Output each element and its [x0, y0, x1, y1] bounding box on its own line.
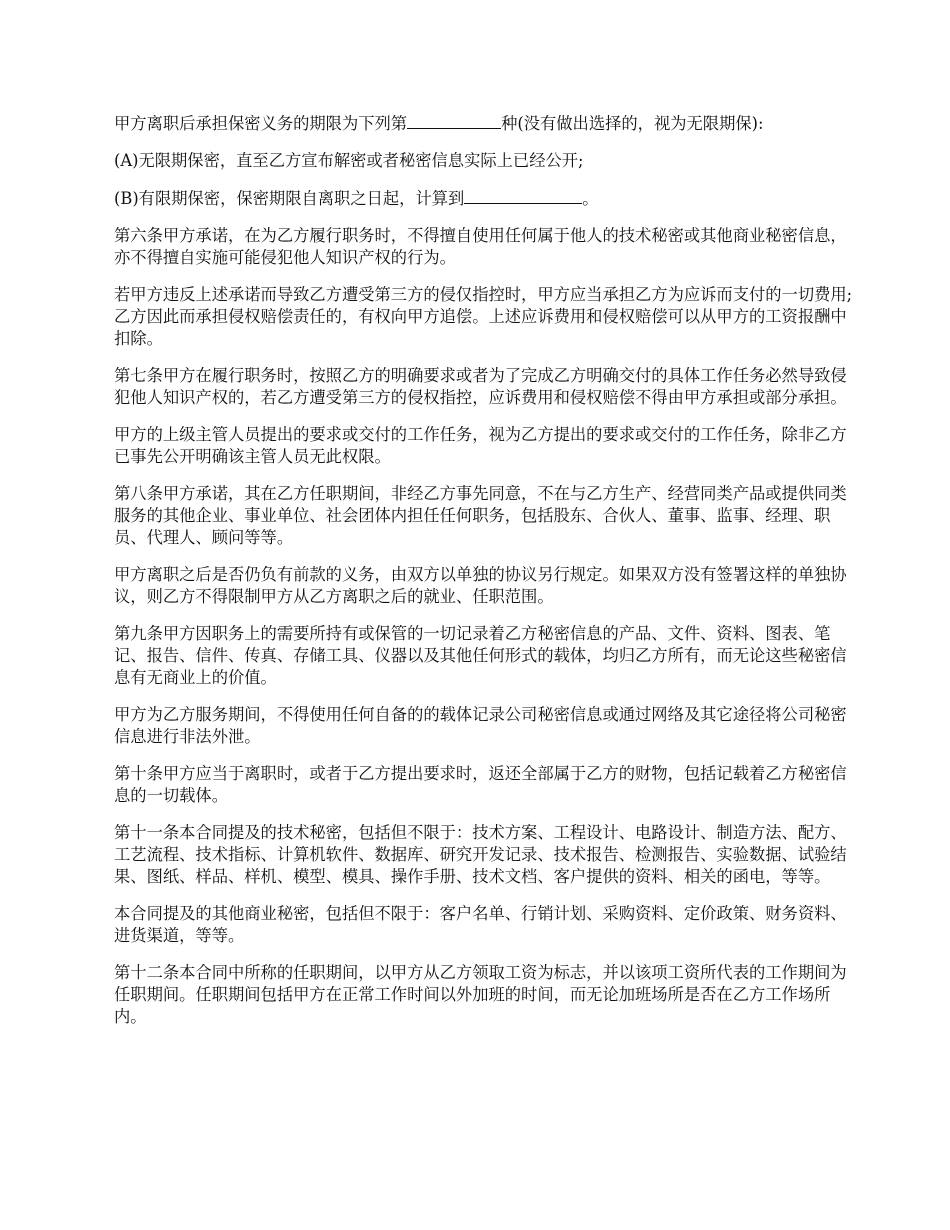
paragraph-article-9-records: 甲方为乙方服务期间，不得使用任何自备的的载体记录公司秘密信息或通过网络及其它途径将公司秘密信息进行非法外泄。 — [114, 705, 847, 746]
term-line-prefix: 甲方离职后承担保密义务的期限为下列第 — [114, 114, 408, 133]
option-a: (A)无限期保密，直至乙方宣布解密或者秘密信息实际上已经公开; — [114, 151, 584, 170]
paragraph-article-7: 第七条甲方在履行职务时，按照乙方的明确要求或者为了完成乙方明确交付的具体工作任务必然导致侵犯他人知识产权的，若乙方遭受第三方的侵权指控，应诉费用和侵权赔偿不得由甲方承担或部分承担。 — [114, 366, 847, 407]
paragraph-article-8: 第八条甲方承诺，其在乙方任职期间，非经乙方事先同意，不在与乙方生产、经营同类产品或提供同类服务的其他企业、事业单位、社会团体内担任任何职务，包括股东、合伙人、董事、监事、经理、职员、代理人、顾问等等。 — [114, 484, 847, 547]
paragraph-article-12: 第十二条本合同中所称的任职期间，以甲方从乙方领取工资为标志，并以该项工资所代表的工作期间为任职期间。任职期间包括甲方在正常工作时间以外加班的时间，而无论加班场所是否在乙方工作场所内。 — [114, 963, 847, 1026]
paragraph-article-8-post-employment: 甲方离职之后是否仍负有前款的义务，由双方以单独的协议另行规定。如果双方没有签署这样的单独协议，则乙方不得限制甲方从乙方离职之后的就业、任职范围。 — [114, 565, 847, 606]
term-line-suffix: 种(没有做出选择的，视为无限期保): — [501, 114, 764, 133]
paragraph-article-7-supervisor: 甲方的上级主管人员提出的要求或交付的工作任务，视为乙方提出的要求或交付的工作任务，除非乙方已事先公开明确该主管人员无此权限。 — [114, 425, 847, 466]
option-b-prefix: (B)有限期保密，保密期限自离职之日起，计算到 — [114, 189, 465, 208]
paragraph-article-11-business-secrets: 本合同提及的其他商业秘密，包括但不限于：客户名单、行销计划、采购资料、定价政策、财务资料、进货渠道，等等。 — [114, 904, 847, 945]
option-b-suffix: 。 — [582, 189, 599, 208]
option-b — [114, 187, 854, 210]
paragraph-article-10: 第十条甲方应当于离职时，或者于乙方提出要求时，返还全部属于乙方的财物，包括记载着乙方秘密信息的一切载体。 — [114, 764, 847, 805]
confidentiality-term-line — [114, 112, 854, 135]
term-choice-blank — [407, 112, 501, 129]
term-end-date-blank — [464, 187, 582, 204]
paragraph-article-6: 第六条甲方承诺，在为乙方履行职务时，不得擅自使用任何属于他人的技术秘密或其他商业秘密信息，亦不得擅自实施可能侵犯他人知识产权的行为。 — [114, 226, 847, 267]
paragraph-article-11: 第十一条本合同提及的技术秘密，包括但不限于：技术方案、工程设计、电路设计、制造方法、配方、工艺流程、技术指标、计算机软件、数据库、研究开发记录、技术报告、检测报告、实验数据、试验结果、图纸、样品、样机、模型、模具、操作手册、技术文档、客户提供的资料、相关的函电，等等。 — [114, 823, 847, 886]
document-body — [114, 112, 854, 1043]
paragraph-article-6-breach: 若甲方违反上述承诺而导致乙方遭受第三方的侵仅指控时，甲方应当承担乙方为应诉而支付的一切费用;乙方因此而承担侵权赔偿责任的，有权向甲方追偿。上述应诉费用和侵权赔偿可以从甲方的工资报酬中扣除。 — [114, 285, 853, 348]
paragraph-article-9: 第九条甲方因职务上的需要所持有或保管的一切记录着乙方秘密信息的产品、文件、资料、图表、笔记、报告、信件、传真、存储工具、仪器以及其他任何形式的载体，均归乙方所有，而无论这些秘密信息有无商业上的价值。 — [114, 624, 847, 687]
